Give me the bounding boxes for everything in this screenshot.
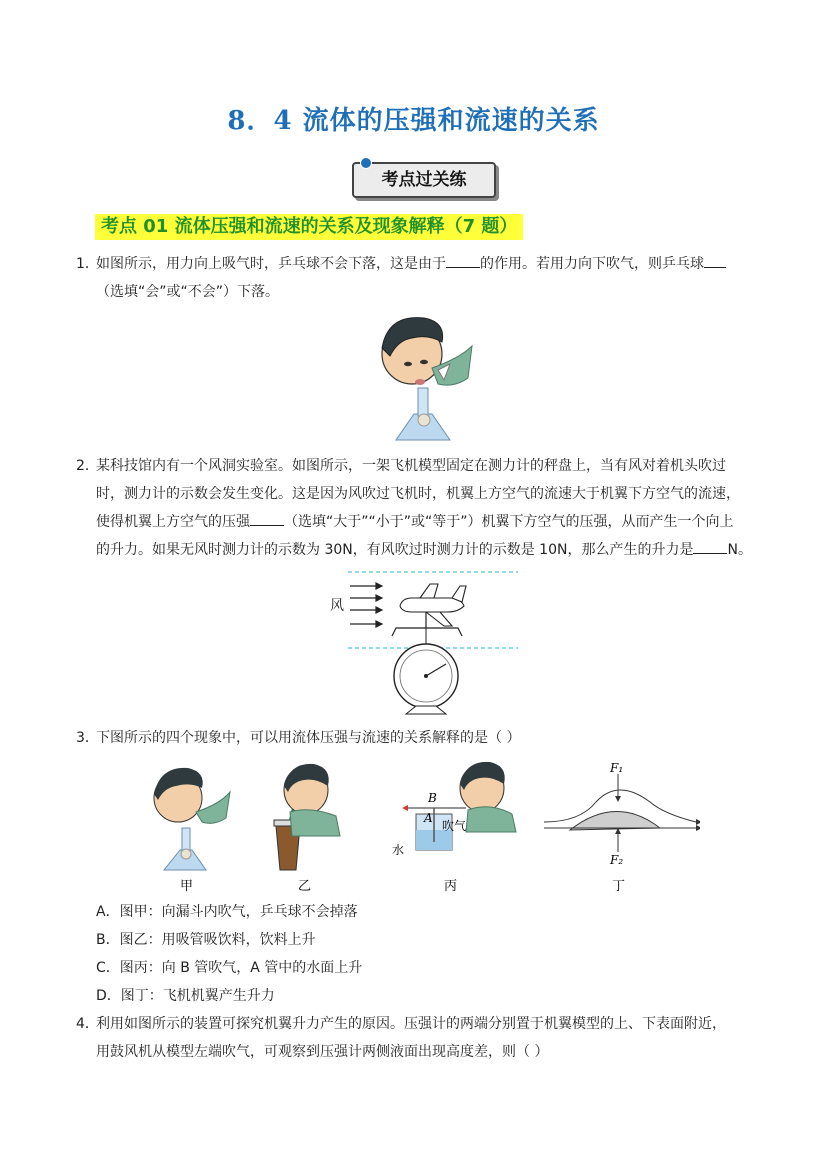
- label-a: A: [424, 811, 433, 825]
- option-a[interactable]: A．图甲：向漏斗内吹气，乒乓球不会掉落: [96, 904, 358, 920]
- option-c[interactable]: C．图丙：向 B 管吹气，A 管中的水面上升: [96, 960, 363, 976]
- section-heading: 考点 01 流体压强和流速的关系及现象解释（7 题）: [95, 214, 523, 240]
- q2-line3a: 使得机翼上方空气的压强: [96, 514, 250, 530]
- q4-line1: 利用如图所示的装置可探究机翼升力产生的原因。压强计的两端分别置于机翼模型的上、下表面附近，: [96, 1016, 726, 1032]
- label-b: B: [428, 791, 437, 805]
- q2-line3b: （选填“大于”“小于”或“等于”）机翼下方空气的压强，从而产生一个向上: [284, 514, 734, 530]
- q1-text-a: 如图所示，用力向上吸气时，乒乓球不会下落，这是由于: [96, 256, 446, 272]
- answer-blank[interactable]: [250, 511, 284, 526]
- question-number: 3．: [76, 730, 99, 746]
- figure-funnel-boy: [368, 308, 478, 448]
- q2-line4a: 的升力。如果无风时测力计的示数为 30N，有风吹过时测力计的示数是 10N，那么产生的升力是: [96, 542, 694, 558]
- figure-jia: [154, 768, 230, 870]
- q3-stem: 下图所示的四个现象中，可以用流体压强与流速的关系解释的是（ ）: [96, 730, 521, 746]
- answer-blank[interactable]: [704, 253, 726, 268]
- q4-line2: 用鼓风机从模型左端吹气，可观察到压强计两侧液面出现高度差，则（ ）: [96, 1044, 549, 1060]
- figure-four-phenomena: [140, 758, 700, 894]
- label-water: 水: [392, 843, 405, 857]
- page-title: 8．4 流体的压强和流速的关系: [227, 106, 600, 136]
- answer-blank[interactable]: [446, 253, 480, 268]
- badge-dot-icon: [360, 157, 372, 169]
- option-b[interactable]: B．图乙：用吸管吸饮料，饮料上升: [96, 932, 316, 948]
- q2-line4b: N。: [727, 542, 752, 558]
- q2-line2: 时，测力计的示数会发生变化。这是因为风吹过飞机时，机翼上方空气的流速大于机翼下方空气的流速，: [96, 486, 740, 502]
- q1-text-b: 的作用。若用力向下吹气，则乒乓球: [480, 256, 704, 272]
- figure-wind-tunnel: [320, 566, 526, 724]
- question-number: 1．: [76, 256, 99, 272]
- question-number: 2．: [76, 458, 99, 474]
- label-blow: 吹气: [442, 819, 467, 833]
- answer-blank[interactable]: [693, 539, 727, 554]
- section-badge: 考点过关练: [352, 162, 496, 198]
- figure-ding: [544, 761, 700, 867]
- fig-label-yi: 乙: [298, 879, 312, 894]
- question-3: [76, 724, 756, 752]
- figure-bing: [392, 762, 516, 857]
- question-2: [76, 452, 756, 564]
- fig-label-bing: 丙: [444, 879, 458, 894]
- wind-label: 风: [330, 598, 344, 614]
- question-1: [76, 250, 756, 306]
- question-4: [76, 1010, 756, 1066]
- figure-yi: [274, 764, 340, 870]
- option-d[interactable]: D．图丁：飞机机翼产生升力: [96, 988, 275, 1004]
- label-f1: F₁: [610, 761, 624, 775]
- label-f2: F₂: [610, 853, 624, 867]
- q1-text-c: （选填“会”或“不会”）下落。: [96, 284, 280, 300]
- fig-label-ding: 丁: [612, 879, 626, 894]
- fig-label-jia: 甲: [180, 879, 194, 894]
- question-number: 4．: [76, 1016, 99, 1032]
- q2-line1: 某科技馆内有一个风洞实验室。如图所示，一架飞机模型固定在测力计的秤盘上，当有风对着机头吹过: [96, 458, 726, 474]
